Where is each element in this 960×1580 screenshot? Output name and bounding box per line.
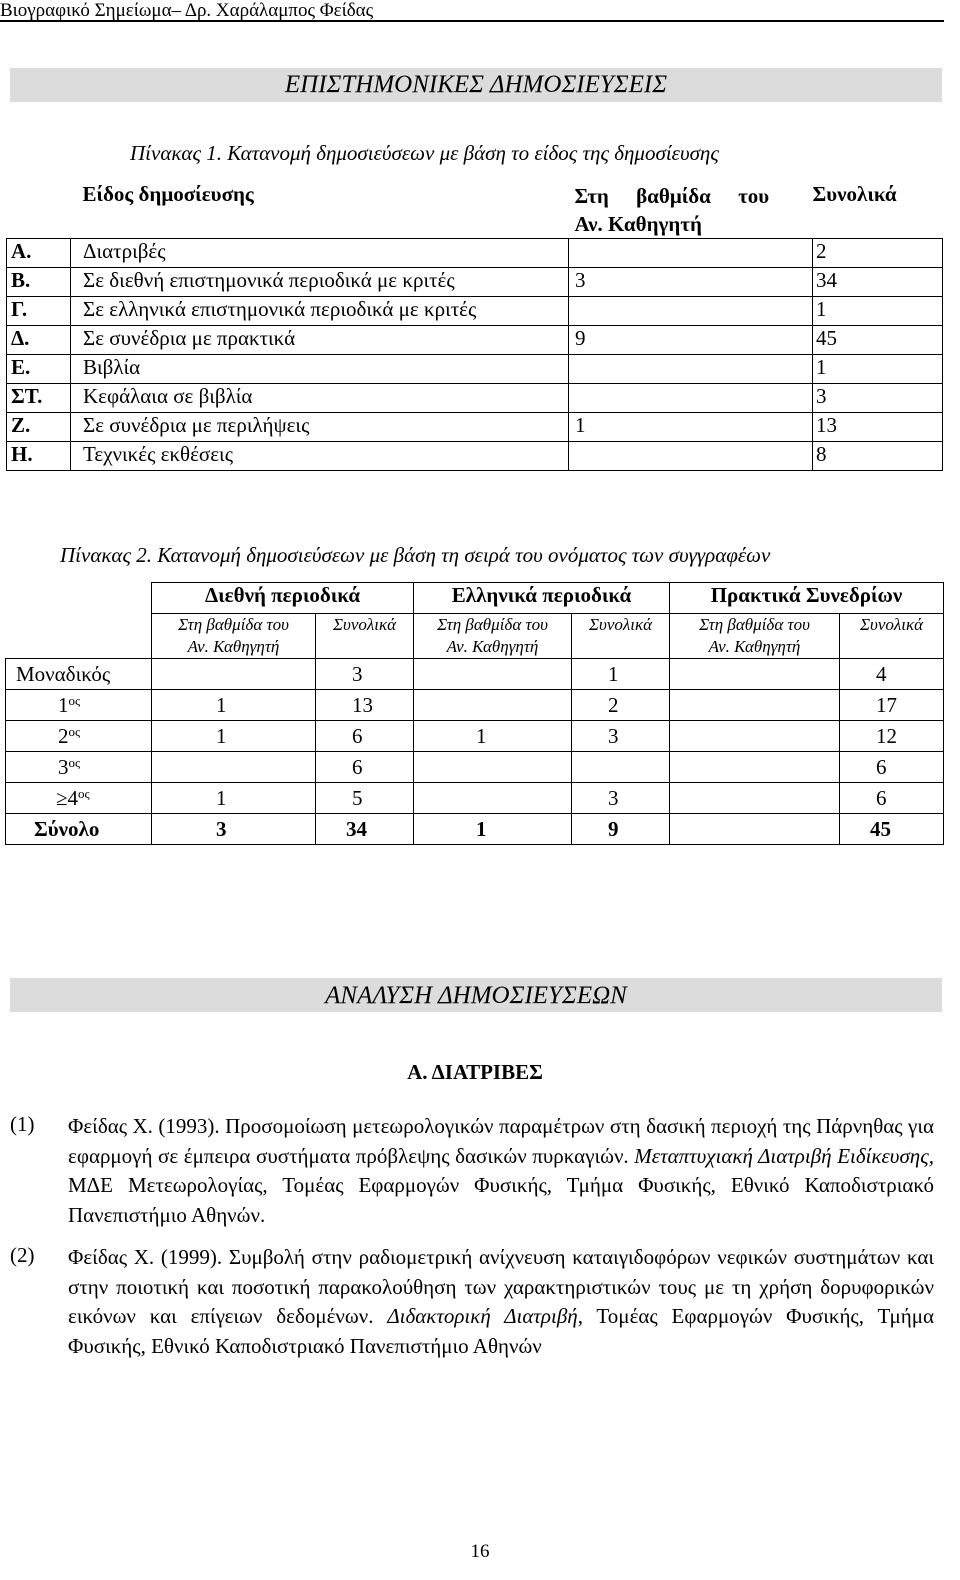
section-title: ΕΠΙΣΤΗΜΟΝΙΚΕΣ ΔΗΜΟΣΙΕΥΣΕΙΣ <box>10 68 942 102</box>
reference-tail: , Τομέας Εφαρμογών Φυσικής, Τμήμα Φυσικής, Εθνικό Καποδιστριακό Πανεπιστήμιο Αθηνών <box>68 1304 935 1358</box>
table1-row-total: 8 <box>813 442 943 471</box>
table2-row <box>6 659 944 690</box>
table2-row-label-text: ≥4 <box>56 786 79 810</box>
table2-cell <box>670 721 840 752</box>
table2-row-label-sup: ος <box>78 786 90 801</box>
table2-cell <box>152 659 316 690</box>
table2-sub-total: Συνολικά <box>572 614 670 659</box>
table2-cell: 17 <box>840 690 944 721</box>
table1-row-rank: 9 <box>569 326 813 355</box>
table1-row-label: Τεχνικές εκθέσεις <box>71 442 569 471</box>
table1-row <box>7 384 943 413</box>
reference-number: (1) <box>10 1112 35 1136</box>
table1-row-rank: 3 <box>569 268 813 297</box>
table2-row-label-text: Μοναδικός <box>16 662 111 686</box>
table1-header-row <box>7 180 943 239</box>
table2-cell: 6 <box>316 721 414 752</box>
table1-row-letter: ΣΤ. <box>7 384 71 413</box>
table2-sub-rank <box>152 614 316 659</box>
table1-row-rank <box>569 239 813 268</box>
table2-row-label <box>6 690 152 721</box>
reference-tail: ΜΔΕ Μετεωρολογίας, Τομέας Εφαρμογών Φυσικής, Τμήμα Φυσικής, Εθνικό Καποδιστριακό Πανεπιστήμιο Αθηνών. <box>68 1173 934 1227</box>
table1-row <box>7 326 943 355</box>
table1-row-rank <box>569 297 813 326</box>
table1-row-label: Βιβλία <box>71 355 569 384</box>
table2-sub-rank-line1: Στη βαθμίδα του <box>437 615 548 634</box>
table2-sub-rank-line2: Αν. Καθηγητή <box>708 637 801 656</box>
table1-row-letter: Ε. <box>7 355 71 384</box>
table1-row-total: 34 <box>813 268 943 297</box>
table2-cell <box>670 659 840 690</box>
table1-row <box>7 239 943 268</box>
table1 <box>6 180 943 471</box>
table2-row-label-text: 3 <box>58 755 69 779</box>
table1-row-total: 45 <box>813 326 943 355</box>
table2-row-label-sup: ος <box>68 755 81 770</box>
table1-row-letter: Η. <box>7 442 71 471</box>
table1-row-letter: Ζ. <box>7 413 71 442</box>
table2-row-label <box>6 721 152 752</box>
table1-row-total: 13 <box>813 413 943 442</box>
table2 <box>5 582 944 845</box>
table2-group-row <box>6 583 944 614</box>
table2-cell <box>414 783 572 814</box>
table2-cell: 6 <box>840 752 944 783</box>
table1-row-letter: Α. <box>7 239 71 268</box>
table2-sub-rank <box>414 614 572 659</box>
reference-text <box>68 1112 934 1230</box>
reference-text <box>68 1243 934 1361</box>
reference-lead: Φείδας Χ. (1999). Συμβολή στην ραδιομετρική ανίχνευση καταιγιδοφόρων νεφικών συστημάτων και στην ποιοτική και ποσοτική παρακολούθηση των χαρακτηριστικών τους με τη χρήση δορυφορικών εικόνων και επίγειων δεδομένων. <box>68 1245 934 1328</box>
table1-header-rank-line1 <box>569 182 813 210</box>
table2-sub-rank-line1: Στη βαθμίδα του <box>699 615 810 634</box>
table1-row <box>7 413 943 442</box>
table1-row-label: Σε συνέδρια με περιλήψεις <box>71 413 569 442</box>
table2-cell: 2 <box>572 690 670 721</box>
table2-sub-total: Συνολικά <box>316 614 414 659</box>
table2-cell <box>414 690 572 721</box>
table2-cell: 1 <box>152 721 316 752</box>
table1-header-type: Είδος δημοσίευσης <box>82 182 254 206</box>
table2-row <box>6 690 944 721</box>
table2-sub-rank-line1: Στη βαθμίδα του <box>178 615 289 634</box>
table1-row-label: Σε ελληνικά επιστημονικά περιοδικά με κριτές <box>71 297 569 326</box>
table2-row-label <box>6 752 152 783</box>
table2-subheader-row <box>6 614 944 659</box>
table2-cell: 13 <box>316 690 414 721</box>
table1-row <box>7 268 943 297</box>
table2-row-label-sup: ος <box>68 724 81 739</box>
reference-lead: Φείδας Χ. (1993). Προσομοίωση μετεωρολογικών παραμέτρων στη δασική περιοχή της Πάρνηθας για εφαρμογή σε έμπειρα συστήματα πρόβλεψης δασικών πυρκαγιών. <box>68 1114 934 1168</box>
table2-cell <box>414 752 572 783</box>
table2-row <box>6 721 944 752</box>
table2-cell <box>414 659 572 690</box>
table2-cell: 12 <box>840 721 944 752</box>
section2-subtitle: Α. ΔΙΑΤΡΙΒΕΣ <box>407 1060 543 1084</box>
table1-row-letter: Δ. <box>7 326 71 355</box>
table2-cell: 3 <box>316 659 414 690</box>
table2-cell: 1 <box>152 783 316 814</box>
table2-cell <box>670 752 840 783</box>
table2-group-conferences: Πρακτικά Συνεδρίων <box>670 583 944 614</box>
table1-row-label: Σε συνέδρια με πρακτικά <box>71 326 569 355</box>
table2-row <box>6 783 944 814</box>
table2-total-label: Σύνολο <box>6 814 152 845</box>
table2-sub-rank-line2: Αν. Καθηγητή <box>187 637 280 656</box>
table1-header-rank <box>569 180 813 239</box>
table2-group-greek: Ελληνικά περιοδικά <box>414 583 670 614</box>
table1-row <box>7 442 943 471</box>
table2-row-label-sup: ος <box>68 693 81 708</box>
reference-italic: Διδακτορική Διατριβή <box>387 1304 578 1328</box>
table2-sub-rank <box>670 614 840 659</box>
table1-row-label: Σε διεθνή επιστημονικά περιοδικά με κριτές <box>71 268 569 297</box>
table2-cell: 3 <box>572 783 670 814</box>
table1-row-letter: Β. <box>7 268 71 297</box>
table2-cell <box>670 783 840 814</box>
table2-cell: 5 <box>316 783 414 814</box>
table1-row-label: Διατριβές <box>71 239 569 268</box>
table1-row-rank <box>569 442 813 471</box>
table2-sub-rank-line2: Αν. Καθηγητή <box>446 637 539 656</box>
table2-row-label-text: 2 <box>58 724 69 748</box>
table1-row-rank <box>569 384 813 413</box>
running-header: Βιογραφικό Σημείωμα– Δρ. Χαράλαμπος Φείδας <box>0 0 374 21</box>
reference-italic: Μεταπτυχιακή Διατριβή Ειδίκευσης, <box>634 1143 934 1168</box>
table2-total-cell: 1 <box>414 814 572 845</box>
table2-total-cell: 3 <box>152 814 316 845</box>
table1-header-rank-text2: Αν. Καθηγητή <box>574 212 702 236</box>
table2-cell: 1 <box>572 659 670 690</box>
table2-group-international: Διεθνή περιοδικά <box>152 583 414 614</box>
table2-row <box>6 752 944 783</box>
table1-header-total: Συνολικά <box>812 182 897 206</box>
table2-row-label <box>6 659 152 690</box>
table2-cell: 1 <box>152 690 316 721</box>
table1-row <box>7 297 943 326</box>
table2-cell: 3 <box>572 721 670 752</box>
table2-row-label-text: 1 <box>58 693 69 717</box>
table1-row-rank <box>569 355 813 384</box>
table2-total-cell <box>670 814 840 845</box>
table1-row-total: 3 <box>813 384 943 413</box>
table2-cell: 6 <box>316 752 414 783</box>
header-rule <box>0 20 944 22</box>
section2-title: ΑΝΑΛΥΣΗ ΔΗΜΟΣΙΕΥΣΕΩΝ <box>10 978 942 1012</box>
table2-cell <box>572 752 670 783</box>
table1-row <box>7 355 943 384</box>
table2-sub-total: Συνολικά <box>840 614 944 659</box>
table1-row-letter: Γ. <box>7 297 71 326</box>
reference-number: (2) <box>10 1243 35 1267</box>
table2-row-label <box>6 783 152 814</box>
table1-caption: Πίνακας 1. Κατανομή δημοσιεύσεων με βάση το είδος της δημοσίευσης <box>130 141 719 165</box>
table1-row-rank: 1 <box>569 413 813 442</box>
table2-cell <box>152 752 316 783</box>
table2-cell <box>670 690 840 721</box>
table2-total-cell: 45 <box>840 814 944 845</box>
table2-total-cell: 34 <box>316 814 414 845</box>
table2-total-cell: 9 <box>572 814 670 845</box>
table2-cell: 6 <box>840 783 944 814</box>
table1-row-total: 1 <box>813 355 943 384</box>
table1-header-rank-text1: Στη βαθμίδα του <box>574 184 770 208</box>
table1-row-label: Κεφάλαια σε βιβλία <box>71 384 569 413</box>
table2-cell: 1 <box>414 721 572 752</box>
table2-cell: 4 <box>840 659 944 690</box>
table1-row-total: 2 <box>813 239 943 268</box>
table2-caption: Πίνακας 2. Κατανομή δημοσιεύσεων με βάση τη σειρά του ονόματος των συγγραφέων <box>60 543 771 567</box>
table2-total-row <box>6 814 944 845</box>
page-number: 16 <box>470 1541 490 1562</box>
table1-row-total: 1 <box>813 297 943 326</box>
